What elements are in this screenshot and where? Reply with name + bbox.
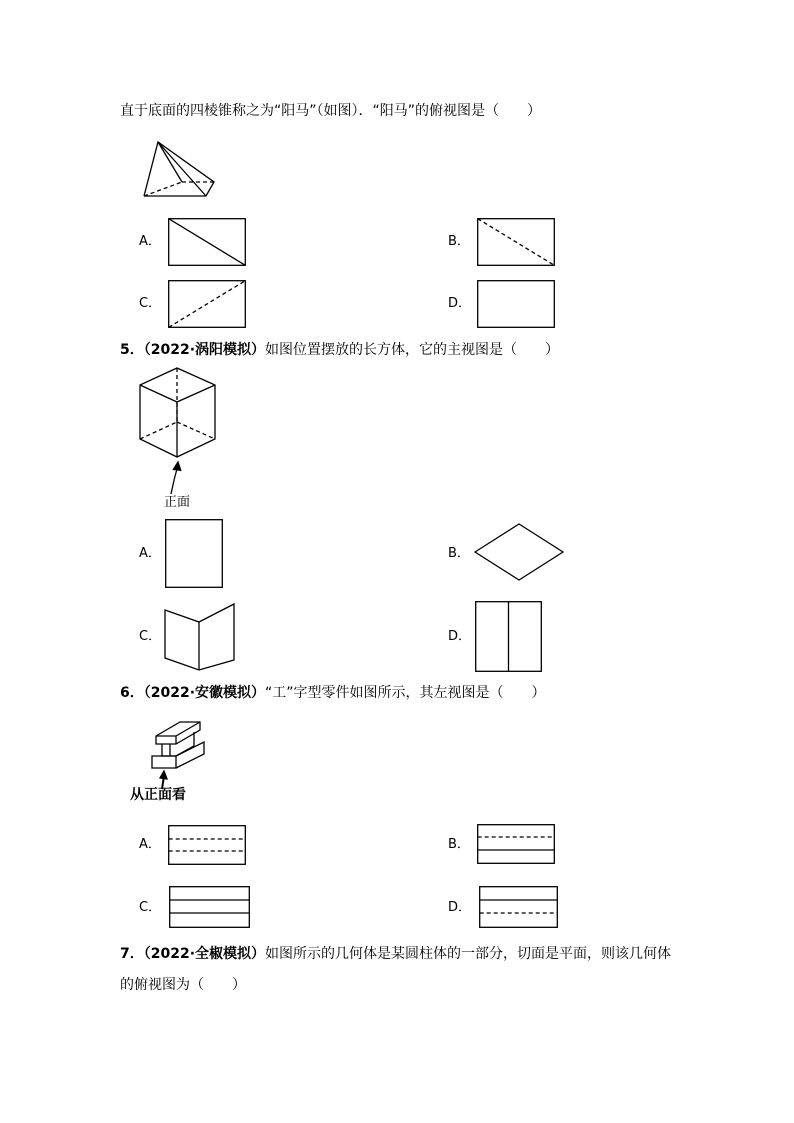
q7-stem-line-1 xyxy=(120,944,671,964)
q7-source: （2022·全椒模拟） xyxy=(143,946,266,962)
q7-number: 7． xyxy=(120,946,144,962)
q6-option-a-figure[interactable] xyxy=(168,825,246,865)
q6-number: 6． xyxy=(120,685,144,701)
q5-source: （2022·涡阳模拟） xyxy=(143,342,266,358)
q6-stem-line xyxy=(120,683,546,703)
q6-i-beam-figure xyxy=(148,720,210,776)
q4-option-c-figure[interactable] xyxy=(168,280,246,328)
q5-stem: 如图位置摆放的长方体，它的主视图是（ ） xyxy=(265,342,560,358)
q5-option-b-label[interactable]: B． xyxy=(448,546,470,561)
q5-option-c-figure[interactable] xyxy=(164,602,236,672)
q5-option-b-figure[interactable] xyxy=(474,523,564,581)
q4-option-c-label[interactable]: C． xyxy=(139,296,162,311)
q4-option-a-label[interactable]: A． xyxy=(139,234,161,249)
q6-view-label: 从正面看 xyxy=(130,787,186,803)
front-arrow-icon xyxy=(166,461,186,495)
q6-option-d-figure[interactable] xyxy=(479,886,558,928)
q5-box-figure xyxy=(139,367,217,461)
q6-stem: “工”字型零件如图所示，其左视图是（ ） xyxy=(265,685,546,701)
q6-option-b-label[interactable]: B． xyxy=(448,837,470,852)
q5-option-a-figure[interactable] xyxy=(165,519,223,589)
q5-option-d-label[interactable]: D． xyxy=(448,629,472,644)
q6-option-a-label[interactable]: A． xyxy=(139,837,161,852)
q7-stem-line-2: 的俯视图为（ ） xyxy=(120,977,246,993)
q5-stem-line xyxy=(120,340,559,360)
q5-option-c-label[interactable]: C． xyxy=(139,629,162,644)
q4-option-b-figure[interactable] xyxy=(477,218,555,266)
q5-option-d-figure[interactable] xyxy=(475,601,542,672)
q7-stem-line1: 如图所示的几何体是某圆柱体的一部分，切面是平面，则该几何体 xyxy=(265,946,672,962)
q5-option-a-label[interactable]: A． xyxy=(139,546,161,561)
q6-option-c-figure[interactable] xyxy=(169,886,250,928)
q5-front-label: 正面 xyxy=(164,495,191,510)
q4-stem: 直于底面的四棱锥称之为“阳马”（如图）．“阳马”的俯视图是（ ） xyxy=(120,103,542,119)
q4-pyramid-figure xyxy=(140,138,230,202)
q6-option-b-figure[interactable] xyxy=(477,824,555,864)
q6-source: （2022·安徽模拟） xyxy=(143,685,266,701)
q6-option-d-label[interactable]: D． xyxy=(448,900,472,915)
q5-number: 5． xyxy=(120,342,144,358)
q6-option-c-label[interactable]: C． xyxy=(139,900,162,915)
q4-option-b-label[interactable]: B． xyxy=(448,234,470,249)
q4-option-d-label[interactable]: D． xyxy=(448,296,472,311)
q4-option-a-figure[interactable] xyxy=(168,218,246,266)
q4-option-d-figure[interactable] xyxy=(477,280,555,328)
